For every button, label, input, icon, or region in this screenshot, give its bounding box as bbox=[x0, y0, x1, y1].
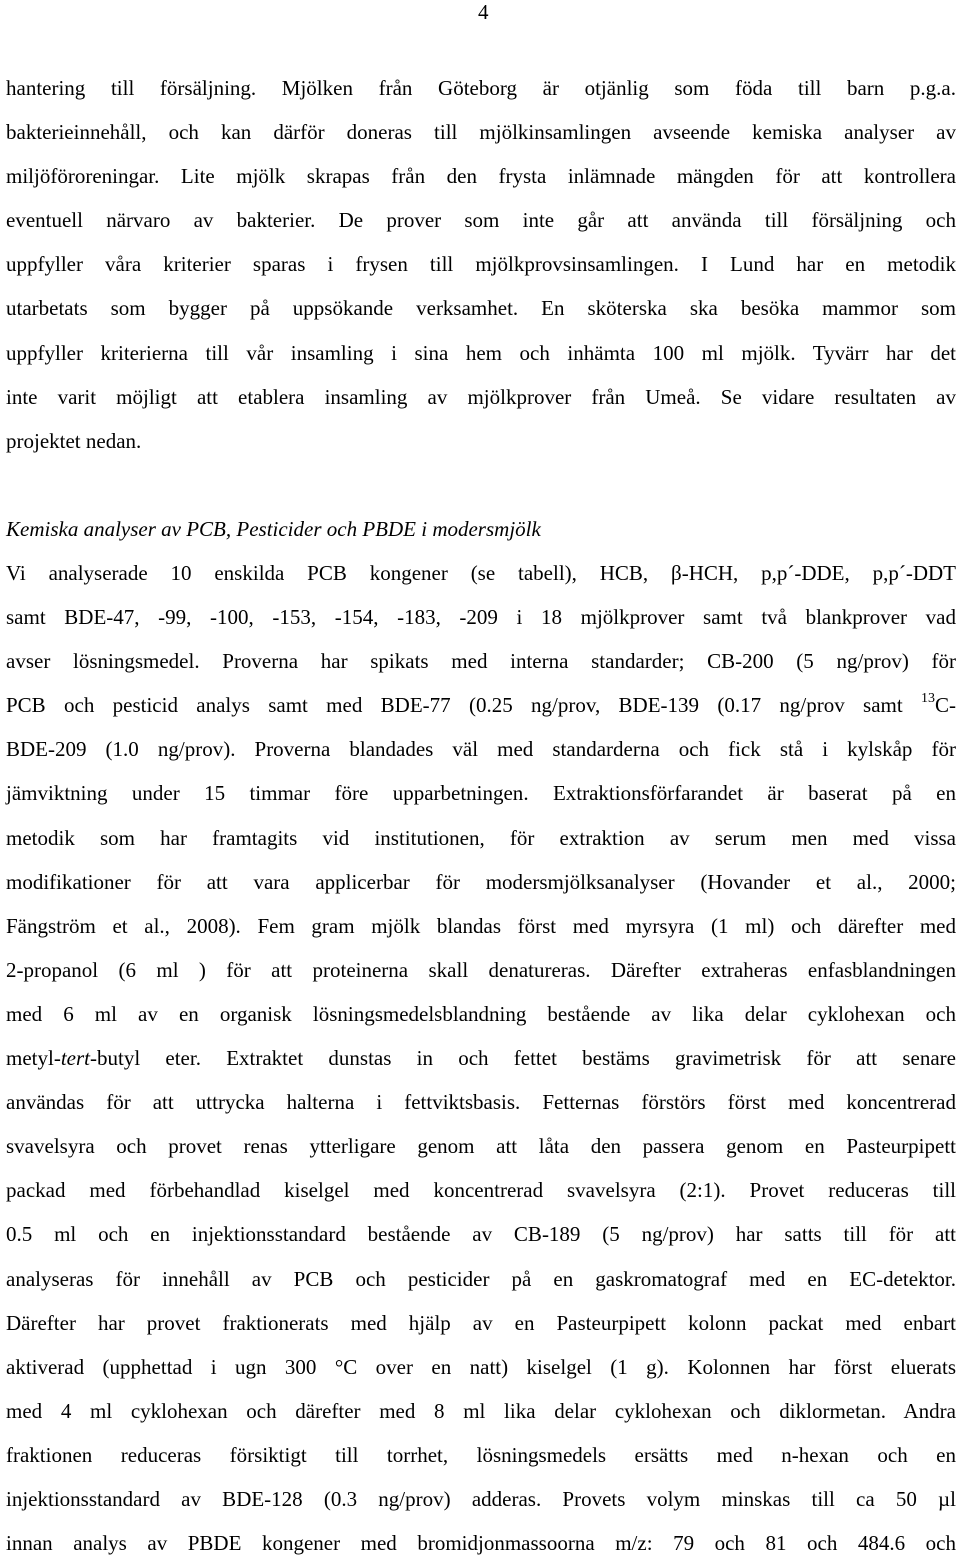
text-line: utarbetats som bygger på uppsökande verksamhet. En sköterska ska besöka mammor som bbox=[6, 296, 956, 321]
page-number: 4 bbox=[478, 0, 489, 24]
text-line: miljöföroreningar. Lite mjölk skrapas från den frysta inlämnade mängden för att kontrollera bbox=[6, 164, 956, 189]
text-line: innan analys av PBDE kongener med bromidjonmassoorna m/z: 79 och 81 och 484.6 och bbox=[6, 1531, 956, 1556]
text-line-with-superscript bbox=[6, 683, 956, 727]
text-line: metodik som har framtagits vid institutionen, för extraktion av serum men med vissa bbox=[6, 825, 956, 850]
text-line: svavelsyra och provet renas ytterligare genom att låta den passera genom en Pasteurpipett bbox=[6, 1134, 956, 1159]
text-line: Därefter har provet fraktionerats med hjälp av en Pasteurpipett kolonn packat med enbart bbox=[6, 1310, 956, 1335]
text-line: aktiverad (upphettad i ugn 300 °C over en natt) kiselgel (1 g). Kolonnen har först eluerats bbox=[6, 1354, 956, 1379]
text-line: samt BDE-47, -99, -100, -153, -154, -183, -209 i 18 mjölkprover samt två blankprover vad bbox=[6, 605, 956, 630]
text-line: uppfyller kriterierna till vår insamling i sina hem och inhämta 100 ml mjölk. Tyvärr har det bbox=[6, 340, 956, 365]
text-line: inte varit möjligt att etablera insamling av mjölkprover från Umeå. Se vidare resultaten av bbox=[6, 384, 956, 409]
isotope-superscript: 13 bbox=[921, 691, 935, 707]
text-line: eventuell närvaro av bakterier. De prover som inte går att använda till försäljning och bbox=[6, 208, 956, 233]
text-line: 2-propanol (6 ml ) för att proteinerna skall denatureras. Därefter extraheras enfasblandningen bbox=[6, 957, 956, 982]
text-fragment: metyl- bbox=[6, 1046, 61, 1071]
text-line: analyseras för innehåll av PCB och pesticider på en gaskromatograf med en EC-detektor. bbox=[6, 1266, 956, 1291]
text-line: Vi analyserade 10 enskilda PCB kongener (se tabell), HCB, β-HCH, p,p´-DDE, p,p´-DDT bbox=[6, 561, 956, 585]
text-line: med 4 ml cyklohexan och därefter med 8 ml lika delar cyklohexan och diklormetan. Andra bbox=[6, 1398, 956, 1423]
italic-term: tert bbox=[60, 1046, 90, 1071]
text-line: bakterieinnehåll, och kan därför doneras till mjölkinsamlingen avseende kemiska analyser av bbox=[6, 120, 956, 145]
text-line: modifikationer för att vara applicerbar för modersmjölksanalyser (Hovander et al., 2000; bbox=[6, 869, 956, 894]
text-line: injektionsstandard av BDE-128 (0.3 ng/prov) adderas. Provets volym minskas till ca 50 µl bbox=[6, 1486, 956, 1511]
text-line: fraktionen reduceras försiktigt till torrhet, lösningsmedels ersätts med n-hexan och en bbox=[6, 1442, 956, 1467]
text-fragment: -butyl eter. Extraktet dunstas in och fettet bestäms gravimetrisk för att senare bbox=[90, 1046, 956, 1071]
text-line: Fängström et al., 2008). Fem gram mjölk blandas först med myrsyra (1 ml) och därefter med bbox=[6, 913, 956, 938]
text-line: avser lösningsmedel. Proverna har spikats med interna standarder; CB-200 (5 ng/prov) för bbox=[6, 649, 956, 674]
text-line: användas för att uttrycka halterna i fettviktsbasis. Fetternas förstörs först med koncentrerad bbox=[6, 1090, 956, 1115]
text-line: hantering till försäljning. Mjölken från Göteborg är otjänlig som föda till barn p.g.a. bbox=[6, 76, 956, 100]
text-line: projektet nedan. bbox=[6, 428, 142, 453]
methods-paragraph bbox=[6, 551, 956, 1565]
text-fragment: C- bbox=[935, 693, 956, 718]
text-line-with-italic bbox=[6, 1036, 956, 1080]
text-line: packad med förbehandlad kiselgel med koncentrerad svavelsyra (2:1). Provet reduceras till bbox=[6, 1178, 956, 1203]
text-line: jämviktning under 15 timmar före upparbetningen. Extraktionsförfarandet är baserat på en bbox=[6, 781, 956, 806]
text-line: uppfyller våra kriterier sparas i frysen till mjölkprovsinsamlingen. I Lund har en metodik bbox=[6, 252, 956, 277]
text-line: BDE-209 (1.0 ng/prov). Proverna blandades väl med standarderna och fick stå i kylskåp för bbox=[6, 737, 956, 762]
text-line: med 6 ml av en organisk lösningsmedelsblandning bestående av lika delar cyklohexan och bbox=[6, 1001, 956, 1026]
text-line: 0.5 ml och en injektionsstandard bestående av CB-189 (5 ng/prov) har satts till för att bbox=[6, 1222, 956, 1247]
intro-paragraph bbox=[6, 66, 956, 463]
text-fragment: PCB och pesticid analys samt med BDE-77 (0.25 ng/prov, BDE-139 (0.17 ng/prov samt bbox=[6, 693, 903, 718]
section-heading: Kemiska analyser av PCB, Pesticider och PBDE i modersmjölk bbox=[6, 517, 541, 541]
